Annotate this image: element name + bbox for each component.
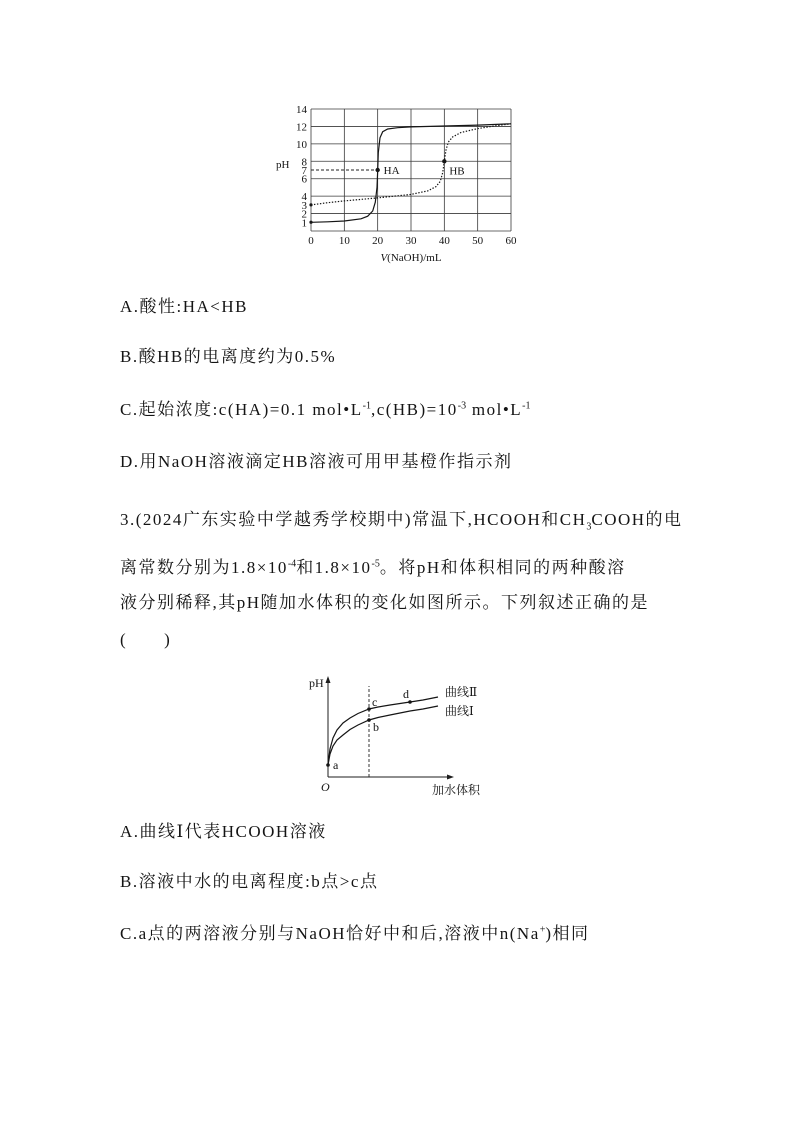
superscript: -3 <box>457 400 467 412</box>
stem-text: COOH的电 <box>591 510 683 529</box>
question3-stem-line-1 <box>120 509 683 531</box>
data-point-label: b <box>373 720 379 734</box>
option-c-text: ,c(HB)=10 <box>370 400 458 419</box>
y-tick-label: 1 <box>301 217 307 230</box>
superscript: -4 <box>287 558 297 570</box>
question3-stem-line-3: 液分别稀释,其pH随加水体积的变化如图所示。下列叙述正确的是 <box>120 593 650 612</box>
series-label: HB <box>449 165 465 178</box>
stem-text: 离常数分别为1.8×10 <box>120 558 288 577</box>
x-axis-arrow-icon <box>447 775 454 780</box>
question2-option-d: D.用NaOH溶液滴定HB溶液可用甲基橙作指示剂 <box>120 452 513 471</box>
y-tick-label: 4 <box>301 191 307 204</box>
data-point <box>326 763 330 767</box>
x-tick-label: 20 <box>372 235 384 247</box>
data-point-label: a <box>333 758 339 772</box>
series-start-point <box>309 203 312 206</box>
x-axis-title <box>380 252 441 264</box>
x-axis-title-variable: V <box>380 252 388 264</box>
option-c-text: mol•L <box>466 400 523 419</box>
series-curve-1 <box>328 706 438 765</box>
option-c-text: C.a点的两溶液分别与NaOH恰好中和后,溶液中n(Na <box>120 924 540 943</box>
data-point <box>367 718 371 722</box>
question3-stem-line-2 <box>120 557 626 579</box>
x-tick-label: 30 <box>405 235 417 247</box>
x-tick-label: 10 <box>338 235 350 247</box>
x-tick-label: 40 <box>438 235 450 247</box>
y-tick-label: 8 <box>301 156 307 169</box>
stem-text: 和1.8×10 <box>296 558 372 577</box>
y-tick-label: 7 <box>301 165 307 177</box>
superscript: -5 <box>371 558 380 570</box>
y-tick-label: 14 <box>296 104 307 116</box>
question3-option-c <box>120 923 590 945</box>
x-axis-title: 加水体积 <box>432 783 481 797</box>
x-tick-label: 50 <box>472 235 484 247</box>
superscript: -1 <box>362 400 371 412</box>
y-tick-label: 12 <box>296 121 307 134</box>
option-c-text: C.起始浓度:c(HA)=0.1 mol•L <box>120 400 363 419</box>
series-start-point <box>309 221 312 224</box>
titration-curve-chart <box>265 100 535 270</box>
stem-text: 。将pH和体积相同的两种酸溶 <box>379 558 626 577</box>
y-tick-label: 10 <box>296 138 307 151</box>
data-point <box>367 707 371 711</box>
option-c-text: )相同 <box>545 924 590 943</box>
series-label: 曲线Ⅰ <box>445 704 474 718</box>
subscript: 3 <box>586 521 592 533</box>
data-point-label: c <box>372 695 378 709</box>
y-tick-label: 2 <box>301 208 307 221</box>
y-tick-label: 3 <box>301 199 307 212</box>
y-axis-title: pH <box>309 676 324 690</box>
superscript: -1 <box>522 400 531 412</box>
x-axis-title-unit: (NaOH)/mL <box>387 252 442 264</box>
y-axis-arrow-icon <box>326 676 331 683</box>
y-tick-label: 6 <box>301 173 307 186</box>
data-point-label: d <box>403 687 409 701</box>
dilution-ph-chart <box>300 668 500 802</box>
series-marker-point <box>442 159 446 163</box>
question2-option-b: B.酸HB的电离度约为0.5% <box>120 347 337 366</box>
origin-label: O <box>321 780 330 794</box>
series-label: 曲线Ⅱ <box>445 685 478 699</box>
series-curve-0 <box>328 697 438 765</box>
superscript: + <box>539 924 546 936</box>
series-marker-point <box>375 168 379 172</box>
x-tick-label: 60 <box>505 235 517 247</box>
question3-option-b: B.溶液中水的电离程度:b点>c点 <box>120 872 379 891</box>
question3-option-a: A.曲线Ⅰ代表HCOOH溶液 <box>120 822 327 841</box>
y-axis-title: pH <box>276 159 290 171</box>
stem-text: 3.(2024广东实验中学越秀学校期中)常温下,HCOOH和CH <box>120 510 587 529</box>
x-tick-label: 0 <box>308 235 314 247</box>
answer-blank: ( ) <box>120 630 172 649</box>
question2-option-a: A.酸性:HA<HB <box>120 297 249 316</box>
series-label: HA <box>383 165 400 177</box>
question2-option-c <box>120 399 531 421</box>
